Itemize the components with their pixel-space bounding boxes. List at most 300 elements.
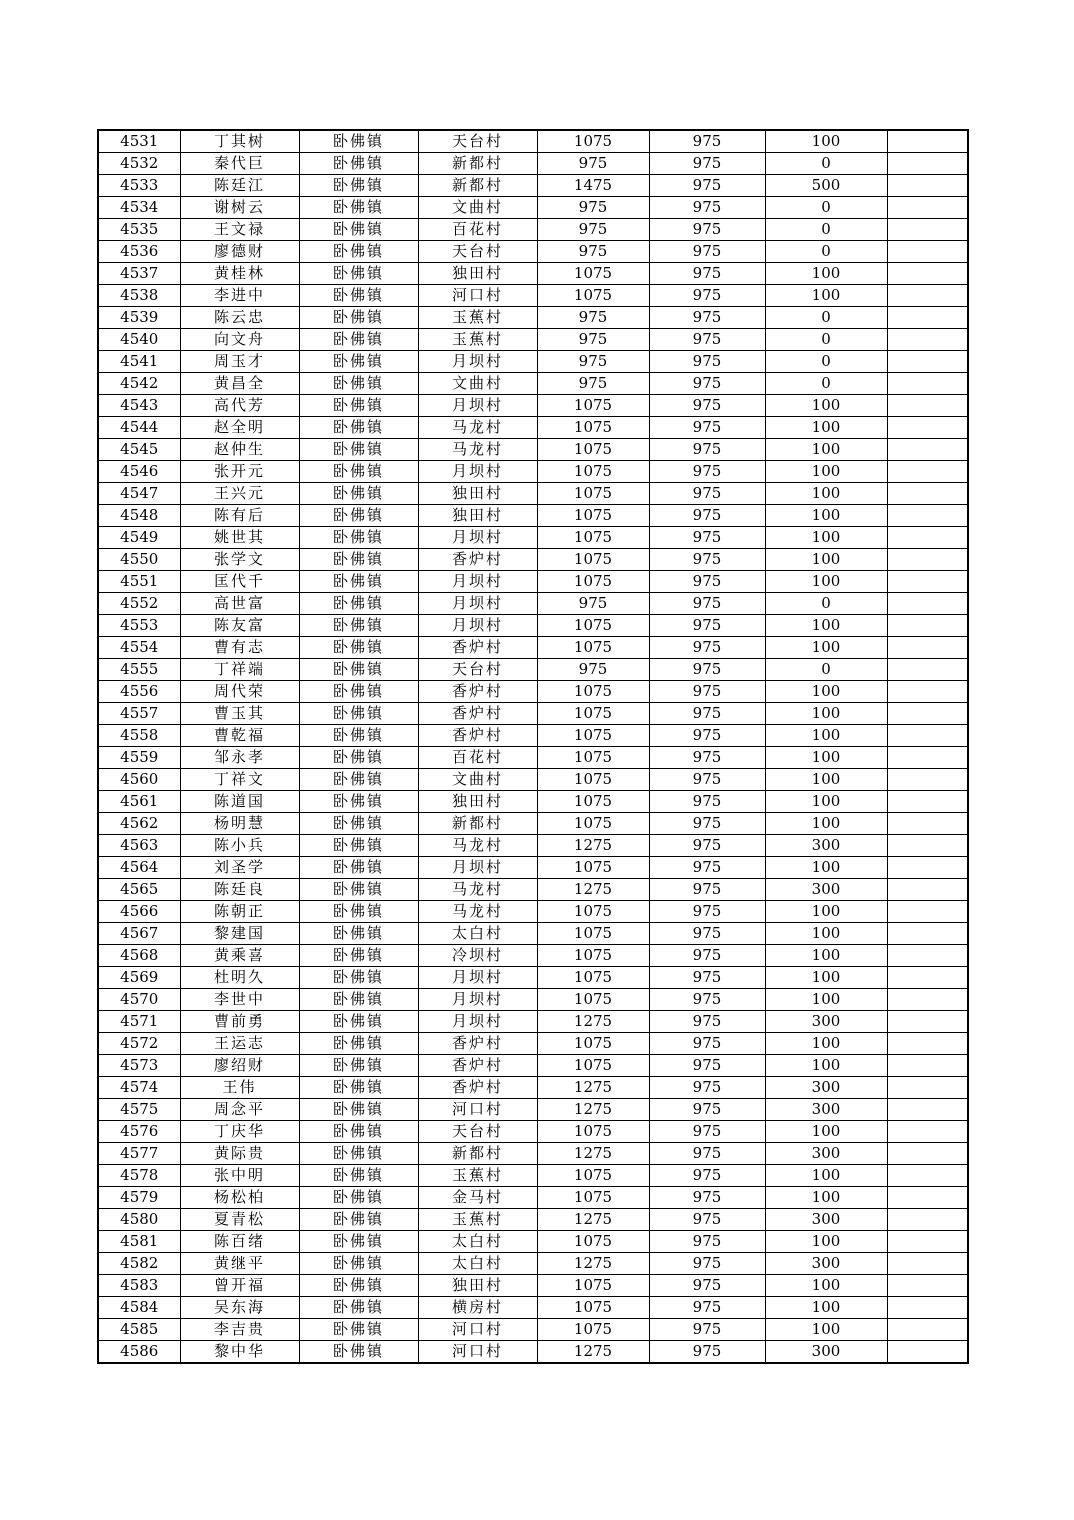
amount-total-cell: 975 bbox=[537, 241, 649, 263]
id-cell: 4537 bbox=[98, 263, 180, 285]
village-cell: 马龙村 bbox=[418, 417, 537, 439]
amount-total-cell: 1075 bbox=[537, 901, 649, 923]
village-cell: 河口村 bbox=[418, 1099, 537, 1121]
amount-base-cell: 975 bbox=[649, 1275, 765, 1297]
id-cell: 4532 bbox=[98, 153, 180, 175]
name-cell: 姚世其 bbox=[180, 527, 299, 549]
amount-base-cell: 975 bbox=[649, 1341, 765, 1364]
remark-cell bbox=[887, 637, 968, 659]
town-cell: 卧佛镇 bbox=[299, 373, 418, 395]
remark-cell bbox=[887, 923, 968, 945]
town-cell: 卧佛镇 bbox=[299, 1319, 418, 1341]
amount-diff-cell: 300 bbox=[765, 1209, 887, 1231]
name-cell: 张开元 bbox=[180, 461, 299, 483]
id-cell: 4560 bbox=[98, 769, 180, 791]
remark-cell bbox=[887, 483, 968, 505]
name-cell: 曹玉其 bbox=[180, 703, 299, 725]
amount-diff-cell: 300 bbox=[765, 1341, 887, 1364]
table-row bbox=[98, 1033, 968, 1055]
id-cell: 4583 bbox=[98, 1275, 180, 1297]
id-cell: 4565 bbox=[98, 879, 180, 901]
name-cell: 陈百绪 bbox=[180, 1231, 299, 1253]
town-cell: 卧佛镇 bbox=[299, 901, 418, 923]
name-cell: 秦代巨 bbox=[180, 153, 299, 175]
table-row bbox=[98, 1055, 968, 1077]
amount-total-cell: 1075 bbox=[537, 747, 649, 769]
table-row bbox=[98, 989, 968, 1011]
village-cell: 玉蕉村 bbox=[418, 307, 537, 329]
id-cell: 4569 bbox=[98, 967, 180, 989]
name-cell: 陈道国 bbox=[180, 791, 299, 813]
town-cell: 卧佛镇 bbox=[299, 879, 418, 901]
name-cell: 陈小兵 bbox=[180, 835, 299, 857]
name-cell: 李进中 bbox=[180, 285, 299, 307]
village-cell: 马龙村 bbox=[418, 835, 537, 857]
amount-diff-cell: 100 bbox=[765, 945, 887, 967]
amount-total-cell: 1075 bbox=[537, 1165, 649, 1187]
table-row bbox=[98, 1143, 968, 1165]
amount-total-cell: 1075 bbox=[537, 505, 649, 527]
remark-cell bbox=[887, 1143, 968, 1165]
amount-diff-cell: 100 bbox=[765, 615, 887, 637]
town-cell: 卧佛镇 bbox=[299, 1077, 418, 1099]
name-cell: 周代荣 bbox=[180, 681, 299, 703]
remark-cell bbox=[887, 681, 968, 703]
village-cell: 月坝村 bbox=[418, 967, 537, 989]
amount-diff-cell: 300 bbox=[765, 879, 887, 901]
table-row bbox=[98, 747, 968, 769]
amount-base-cell: 975 bbox=[649, 593, 765, 615]
table-row bbox=[98, 1253, 968, 1275]
id-cell: 4545 bbox=[98, 439, 180, 461]
amount-base-cell: 975 bbox=[649, 1319, 765, 1341]
amount-base-cell: 975 bbox=[649, 1121, 765, 1143]
amount-base-cell: 975 bbox=[649, 967, 765, 989]
name-cell: 廖德财 bbox=[180, 241, 299, 263]
amount-total-cell: 975 bbox=[537, 659, 649, 681]
amount-total-cell: 1075 bbox=[537, 1319, 649, 1341]
amount-total-cell: 1075 bbox=[537, 483, 649, 505]
remark-cell bbox=[887, 549, 968, 571]
remark-cell bbox=[887, 989, 968, 1011]
village-cell: 新都村 bbox=[418, 175, 537, 197]
id-cell: 4571 bbox=[98, 1011, 180, 1033]
remark-cell bbox=[887, 791, 968, 813]
amount-base-cell: 975 bbox=[649, 351, 765, 373]
village-cell: 玉蕉村 bbox=[418, 1209, 537, 1231]
name-cell: 丁祥文 bbox=[180, 769, 299, 791]
amount-diff-cell: 100 bbox=[765, 1187, 887, 1209]
table-row bbox=[98, 967, 968, 989]
table-row bbox=[98, 373, 968, 395]
id-cell: 4531 bbox=[98, 130, 180, 153]
town-cell: 卧佛镇 bbox=[299, 1187, 418, 1209]
name-cell: 丁其树 bbox=[180, 130, 299, 153]
amount-diff-cell: 300 bbox=[765, 1077, 887, 1099]
name-cell: 赵全明 bbox=[180, 417, 299, 439]
amount-total-cell: 1075 bbox=[537, 263, 649, 285]
village-cell: 香炉村 bbox=[418, 1033, 537, 1055]
name-cell: 丁庆华 bbox=[180, 1121, 299, 1143]
table-row bbox=[98, 1121, 968, 1143]
town-cell: 卧佛镇 bbox=[299, 1033, 418, 1055]
town-cell: 卧佛镇 bbox=[299, 219, 418, 241]
village-cell: 香炉村 bbox=[418, 681, 537, 703]
amount-diff-cell: 100 bbox=[765, 527, 887, 549]
name-cell: 王运志 bbox=[180, 1033, 299, 1055]
village-cell: 天台村 bbox=[418, 130, 537, 153]
amount-total-cell: 1075 bbox=[537, 439, 649, 461]
village-cell: 香炉村 bbox=[418, 703, 537, 725]
amount-base-cell: 975 bbox=[649, 769, 765, 791]
remark-cell bbox=[887, 1275, 968, 1297]
name-cell: 黄昌全 bbox=[180, 373, 299, 395]
amount-base-cell: 975 bbox=[649, 879, 765, 901]
name-cell: 黄继平 bbox=[180, 1253, 299, 1275]
remark-cell bbox=[887, 1319, 968, 1341]
amount-total-cell: 1275 bbox=[537, 1099, 649, 1121]
name-cell: 匡代千 bbox=[180, 571, 299, 593]
town-cell: 卧佛镇 bbox=[299, 1011, 418, 1033]
village-cell: 河口村 bbox=[418, 285, 537, 307]
town-cell: 卧佛镇 bbox=[299, 395, 418, 417]
remark-cell bbox=[887, 461, 968, 483]
amount-diff-cell: 100 bbox=[765, 1033, 887, 1055]
id-cell: 4568 bbox=[98, 945, 180, 967]
village-cell: 独田村 bbox=[418, 1275, 537, 1297]
table-row bbox=[98, 395, 968, 417]
amount-base-cell: 975 bbox=[649, 901, 765, 923]
amount-total-cell: 1075 bbox=[537, 1231, 649, 1253]
table-row bbox=[98, 549, 968, 571]
table-row bbox=[98, 879, 968, 901]
amount-diff-cell: 300 bbox=[765, 1253, 887, 1275]
town-cell: 卧佛镇 bbox=[299, 1253, 418, 1275]
amount-total-cell: 1075 bbox=[537, 285, 649, 307]
name-cell: 张中明 bbox=[180, 1165, 299, 1187]
amount-diff-cell: 100 bbox=[765, 1165, 887, 1187]
table-row bbox=[98, 197, 968, 219]
town-cell: 卧佛镇 bbox=[299, 791, 418, 813]
town-cell: 卧佛镇 bbox=[299, 769, 418, 791]
amount-diff-cell: 100 bbox=[765, 923, 887, 945]
table-row bbox=[98, 1187, 968, 1209]
amount-base-cell: 975 bbox=[649, 263, 765, 285]
table-row bbox=[98, 153, 968, 175]
name-cell: 王伟 bbox=[180, 1077, 299, 1099]
name-cell: 向文舟 bbox=[180, 329, 299, 351]
amount-base-cell: 975 bbox=[649, 989, 765, 1011]
id-cell: 4540 bbox=[98, 329, 180, 351]
id-cell: 4538 bbox=[98, 285, 180, 307]
village-cell: 独田村 bbox=[418, 263, 537, 285]
amount-total-cell: 1275 bbox=[537, 1011, 649, 1033]
town-cell: 卧佛镇 bbox=[299, 923, 418, 945]
amount-base-cell: 975 bbox=[649, 439, 765, 461]
table-row bbox=[98, 351, 968, 373]
village-cell: 月坝村 bbox=[418, 571, 537, 593]
amount-base-cell: 975 bbox=[649, 615, 765, 637]
town-cell: 卧佛镇 bbox=[299, 329, 418, 351]
table-row bbox=[98, 857, 968, 879]
table-row bbox=[98, 1231, 968, 1253]
remark-cell bbox=[887, 439, 968, 461]
amount-base-cell: 975 bbox=[649, 1143, 765, 1165]
id-cell: 4533 bbox=[98, 175, 180, 197]
remark-cell bbox=[887, 879, 968, 901]
remark-cell bbox=[887, 945, 968, 967]
amount-diff-cell: 100 bbox=[765, 1275, 887, 1297]
amount-base-cell: 975 bbox=[649, 791, 765, 813]
id-cell: 4539 bbox=[98, 307, 180, 329]
town-cell: 卧佛镇 bbox=[299, 1143, 418, 1165]
table-row bbox=[98, 505, 968, 527]
town-cell: 卧佛镇 bbox=[299, 1231, 418, 1253]
name-cell: 陈云忠 bbox=[180, 307, 299, 329]
table-row bbox=[98, 659, 968, 681]
village-cell: 金马村 bbox=[418, 1187, 537, 1209]
amount-total-cell: 1075 bbox=[537, 1187, 649, 1209]
town-cell: 卧佛镇 bbox=[299, 307, 418, 329]
amount-diff-cell: 100 bbox=[765, 505, 887, 527]
amount-total-cell: 1075 bbox=[537, 1275, 649, 1297]
id-cell: 4562 bbox=[98, 813, 180, 835]
amount-diff-cell: 100 bbox=[765, 571, 887, 593]
amount-total-cell: 1075 bbox=[537, 461, 649, 483]
table-row bbox=[98, 1297, 968, 1319]
amount-total-cell: 975 bbox=[537, 197, 649, 219]
table-row bbox=[98, 527, 968, 549]
name-cell: 王文禄 bbox=[180, 219, 299, 241]
amount-diff-cell: 0 bbox=[765, 197, 887, 219]
amount-diff-cell: 100 bbox=[765, 703, 887, 725]
amount-base-cell: 975 bbox=[649, 857, 765, 879]
amount-diff-cell: 0 bbox=[765, 351, 887, 373]
town-cell: 卧佛镇 bbox=[299, 1121, 418, 1143]
village-cell: 独田村 bbox=[418, 505, 537, 527]
name-cell: 李世中 bbox=[180, 989, 299, 1011]
id-cell: 4566 bbox=[98, 901, 180, 923]
village-cell: 马龙村 bbox=[418, 879, 537, 901]
name-cell: 吴东海 bbox=[180, 1297, 299, 1319]
amount-total-cell: 975 bbox=[537, 593, 649, 615]
village-cell: 新都村 bbox=[418, 153, 537, 175]
amount-total-cell: 1075 bbox=[537, 417, 649, 439]
town-cell: 卧佛镇 bbox=[299, 285, 418, 307]
table-row bbox=[98, 1099, 968, 1121]
remark-cell bbox=[887, 241, 968, 263]
town-cell: 卧佛镇 bbox=[299, 1055, 418, 1077]
remark-cell bbox=[887, 1033, 968, 1055]
amount-diff-cell: 100 bbox=[765, 901, 887, 923]
remark-cell bbox=[887, 1341, 968, 1364]
town-cell: 卧佛镇 bbox=[299, 659, 418, 681]
amount-diff-cell: 100 bbox=[765, 263, 887, 285]
id-cell: 4549 bbox=[98, 527, 180, 549]
town-cell: 卧佛镇 bbox=[299, 505, 418, 527]
village-cell: 文曲村 bbox=[418, 197, 537, 219]
id-cell: 4556 bbox=[98, 681, 180, 703]
amount-base-cell: 975 bbox=[649, 835, 765, 857]
amount-diff-cell: 300 bbox=[765, 1011, 887, 1033]
id-cell: 4535 bbox=[98, 219, 180, 241]
table-row bbox=[98, 461, 968, 483]
id-cell: 4575 bbox=[98, 1099, 180, 1121]
amount-base-cell: 975 bbox=[649, 681, 765, 703]
remark-cell bbox=[887, 307, 968, 329]
id-cell: 4542 bbox=[98, 373, 180, 395]
name-cell: 黎建国 bbox=[180, 923, 299, 945]
remark-cell bbox=[887, 571, 968, 593]
table-row bbox=[98, 945, 968, 967]
village-cell: 太白村 bbox=[418, 1231, 537, 1253]
name-cell: 陈有后 bbox=[180, 505, 299, 527]
amount-total-cell: 1075 bbox=[537, 813, 649, 835]
town-cell: 卧佛镇 bbox=[299, 1341, 418, 1364]
remark-cell bbox=[887, 505, 968, 527]
id-cell: 4586 bbox=[98, 1341, 180, 1364]
town-cell: 卧佛镇 bbox=[299, 593, 418, 615]
id-cell: 4563 bbox=[98, 835, 180, 857]
town-cell: 卧佛镇 bbox=[299, 263, 418, 285]
name-cell: 赵仲生 bbox=[180, 439, 299, 461]
table-row bbox=[98, 439, 968, 461]
name-cell: 夏青松 bbox=[180, 1209, 299, 1231]
remark-cell bbox=[887, 351, 968, 373]
name-cell: 高代芳 bbox=[180, 395, 299, 417]
id-cell: 4559 bbox=[98, 747, 180, 769]
amount-total-cell: 1075 bbox=[537, 1297, 649, 1319]
town-cell: 卧佛镇 bbox=[299, 989, 418, 1011]
village-cell: 香炉村 bbox=[418, 549, 537, 571]
amount-diff-cell: 100 bbox=[765, 461, 887, 483]
amount-diff-cell: 100 bbox=[765, 747, 887, 769]
remark-cell bbox=[887, 219, 968, 241]
amount-diff-cell: 0 bbox=[765, 241, 887, 263]
table-row bbox=[98, 263, 968, 285]
name-cell: 杨明慧 bbox=[180, 813, 299, 835]
remark-cell bbox=[887, 725, 968, 747]
remark-cell bbox=[887, 1297, 968, 1319]
table-row bbox=[98, 835, 968, 857]
amount-base-cell: 975 bbox=[649, 1253, 765, 1275]
amount-diff-cell: 100 bbox=[765, 637, 887, 659]
remark-cell bbox=[887, 593, 968, 615]
amount-diff-cell: 0 bbox=[765, 593, 887, 615]
village-cell: 月坝村 bbox=[418, 857, 537, 879]
town-cell: 卧佛镇 bbox=[299, 835, 418, 857]
amount-diff-cell: 0 bbox=[765, 153, 887, 175]
remark-cell bbox=[887, 615, 968, 637]
amount-total-cell: 1475 bbox=[537, 175, 649, 197]
amount-total-cell: 1075 bbox=[537, 945, 649, 967]
amount-total-cell: 1075 bbox=[537, 527, 649, 549]
village-cell: 新都村 bbox=[418, 1143, 537, 1165]
table-row bbox=[98, 901, 968, 923]
remark-cell bbox=[887, 813, 968, 835]
id-cell: 4567 bbox=[98, 923, 180, 945]
village-cell: 独田村 bbox=[418, 483, 537, 505]
amount-total-cell: 1075 bbox=[537, 1121, 649, 1143]
remark-cell bbox=[887, 1253, 968, 1275]
id-cell: 4558 bbox=[98, 725, 180, 747]
remark-cell bbox=[887, 1077, 968, 1099]
amount-total-cell: 975 bbox=[537, 351, 649, 373]
amount-diff-cell: 100 bbox=[765, 681, 887, 703]
town-cell: 卧佛镇 bbox=[299, 681, 418, 703]
name-cell: 邹永孝 bbox=[180, 747, 299, 769]
table-row bbox=[98, 571, 968, 593]
table-row bbox=[98, 130, 968, 153]
remark-cell bbox=[887, 659, 968, 681]
remark-cell bbox=[887, 747, 968, 769]
id-cell: 4585 bbox=[98, 1319, 180, 1341]
remark-cell bbox=[887, 197, 968, 219]
id-cell: 4570 bbox=[98, 989, 180, 1011]
village-cell: 太白村 bbox=[418, 923, 537, 945]
id-cell: 4553 bbox=[98, 615, 180, 637]
name-cell: 曹有志 bbox=[180, 637, 299, 659]
village-cell: 文曲村 bbox=[418, 373, 537, 395]
id-cell: 4579 bbox=[98, 1187, 180, 1209]
name-cell: 杨松柏 bbox=[180, 1187, 299, 1209]
village-cell: 百花村 bbox=[418, 219, 537, 241]
amount-diff-cell: 100 bbox=[765, 791, 887, 813]
amount-base-cell: 975 bbox=[649, 461, 765, 483]
remark-cell bbox=[887, 329, 968, 351]
remark-cell bbox=[887, 835, 968, 857]
town-cell: 卧佛镇 bbox=[299, 351, 418, 373]
table-row bbox=[98, 329, 968, 351]
table-row bbox=[98, 1165, 968, 1187]
id-cell: 4544 bbox=[98, 417, 180, 439]
name-cell: 李吉贵 bbox=[180, 1319, 299, 1341]
remark-cell bbox=[887, 395, 968, 417]
amount-base-cell: 975 bbox=[649, 505, 765, 527]
amount-total-cell: 1075 bbox=[537, 1055, 649, 1077]
amount-diff-cell: 300 bbox=[765, 1099, 887, 1121]
amount-total-cell: 1075 bbox=[537, 681, 649, 703]
amount-base-cell: 975 bbox=[649, 1231, 765, 1253]
amount-diff-cell: 300 bbox=[765, 835, 887, 857]
amount-base-cell: 975 bbox=[649, 1209, 765, 1231]
town-cell: 卧佛镇 bbox=[299, 549, 418, 571]
amount-diff-cell: 100 bbox=[765, 1319, 887, 1341]
amount-total-cell: 1075 bbox=[537, 703, 649, 725]
amount-total-cell: 1075 bbox=[537, 967, 649, 989]
village-cell: 独田村 bbox=[418, 791, 537, 813]
amount-total-cell: 1075 bbox=[537, 769, 649, 791]
table-row bbox=[98, 769, 968, 791]
village-cell: 月坝村 bbox=[418, 593, 537, 615]
town-cell: 卧佛镇 bbox=[299, 175, 418, 197]
table-row bbox=[98, 307, 968, 329]
name-cell: 黄乘喜 bbox=[180, 945, 299, 967]
amount-total-cell: 1275 bbox=[537, 1077, 649, 1099]
remark-cell bbox=[887, 153, 968, 175]
table-row bbox=[98, 791, 968, 813]
remark-cell bbox=[887, 1011, 968, 1033]
town-cell: 卧佛镇 bbox=[299, 417, 418, 439]
amount-total-cell: 975 bbox=[537, 219, 649, 241]
id-cell: 4572 bbox=[98, 1033, 180, 1055]
remark-cell bbox=[887, 1187, 968, 1209]
amount-total-cell: 1075 bbox=[537, 637, 649, 659]
amount-base-cell: 975 bbox=[649, 483, 765, 505]
id-cell: 4576 bbox=[98, 1121, 180, 1143]
town-cell: 卧佛镇 bbox=[299, 461, 418, 483]
village-cell: 香炉村 bbox=[418, 1055, 537, 1077]
